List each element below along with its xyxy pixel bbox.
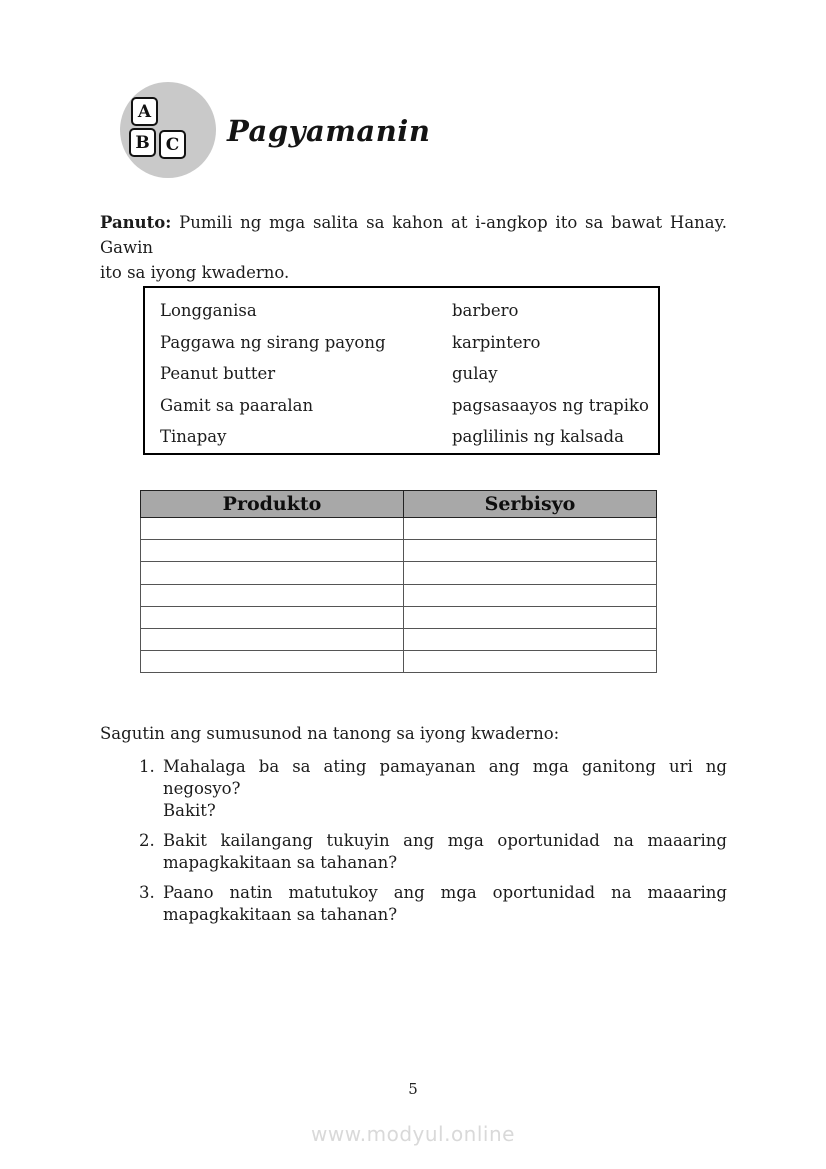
answer-table <box>140 490 657 673</box>
questions-intro: Sagutin ang sumusunod na tanong sa iyong kwaderno: <box>100 724 560 743</box>
instructions-label: Panuto: <box>100 213 172 232</box>
table-cell-empty <box>141 584 404 606</box>
table-header-row <box>141 491 657 518</box>
word-choices-box <box>143 286 660 455</box>
block-letter-b-label: B <box>135 132 150 153</box>
answer-table-body <box>141 518 657 673</box>
question-1-line-2: Bakit? <box>163 801 216 820</box>
question-list <box>139 756 727 934</box>
table-cell-empty <box>404 584 657 606</box>
page-number: 5 <box>408 1080 418 1098</box>
answer-table-header <box>141 491 657 518</box>
question-3-number: 3. <box>139 883 155 902</box>
question-item-2 <box>139 830 727 874</box>
table-cell-empty <box>404 518 657 540</box>
watermark-text: www.modyul.online <box>311 1122 515 1146</box>
word-item-left-3: Peanut butter <box>160 364 276 384</box>
table-row <box>141 540 657 562</box>
question-2-text <box>163 830 727 874</box>
word-choices-grid <box>160 297 658 455</box>
table-row <box>141 606 657 628</box>
block-letter-a-label: A <box>137 101 152 122</box>
question-1-line-1: Mahalaga ba sa ating pamayanan ang mga ganitong uri ng negosyo? <box>163 757 727 798</box>
table-cell-empty <box>141 540 404 562</box>
question-2-line-2: mapagkakitaan sa tahanan? <box>163 853 398 872</box>
table-cell-empty <box>404 651 657 673</box>
table-header-produkto: Produkto <box>141 491 404 518</box>
page-title: Pagyamanin <box>227 114 431 148</box>
instructions-line-2: ito sa iyong kwaderno. <box>100 263 290 282</box>
block-letter-a <box>131 97 158 126</box>
question-1-text <box>163 756 727 822</box>
question-3-line-1: Paano natin matutukoy ang mga oportunidad na maaaring <box>163 883 727 902</box>
question-item-3 <box>139 882 727 926</box>
word-item-left-4: Gamit sa paaralan <box>160 395 314 415</box>
table-cell-empty <box>141 562 404 584</box>
table-row <box>141 628 657 650</box>
table-row <box>141 584 657 606</box>
table-cell-empty <box>141 628 404 650</box>
table-row <box>141 518 657 540</box>
table-cell-empty <box>404 606 657 628</box>
table-row <box>141 651 657 673</box>
word-item-left-2: Paggawa ng sirang payong <box>160 332 386 352</box>
word-item-right-4: pagsasaayos ng trapiko <box>452 395 649 415</box>
question-3-text <box>163 882 727 926</box>
question-2-line-1: Bakit kailangang tukuyin ang mga oportunidad na maaaring <box>163 831 727 850</box>
instructions-line-1-text: Pumili ng mga salita sa kahon at i-angkop ito sa bawat Hanay. Gawin <box>100 213 727 257</box>
table-cell-empty <box>141 651 404 673</box>
table-header-serbisyo: Serbisyo <box>404 491 657 518</box>
table-row <box>141 562 657 584</box>
word-item-right-5: paglilinis ng kalsada <box>452 427 624 447</box>
question-2-number: 2. <box>139 831 155 850</box>
table-cell-empty <box>404 628 657 650</box>
question-item-1 <box>139 756 727 822</box>
instructions-line-1 <box>100 210 727 260</box>
word-item-right-1: barbero <box>452 301 519 320</box>
question-3-line-2: mapagkakitaan sa tahanan? <box>163 905 398 924</box>
word-item-left-5: Tinapay <box>160 427 227 447</box>
table-cell-empty <box>141 606 404 628</box>
table-cell-empty <box>141 518 404 540</box>
table-cell-empty <box>404 562 657 584</box>
word-item-right-3: gulay <box>452 364 498 384</box>
question-1-number: 1. <box>139 757 155 776</box>
word-item-right-2: karpintero <box>452 332 541 352</box>
word-item-left-1: Longganisa <box>160 301 257 320</box>
block-letter-b <box>129 128 156 157</box>
instructions-paragraph <box>100 210 727 285</box>
abc-blocks-icon <box>120 82 216 178</box>
table-cell-empty <box>404 540 657 562</box>
block-letter-c <box>159 130 186 159</box>
block-letter-c-label: C <box>165 134 180 155</box>
